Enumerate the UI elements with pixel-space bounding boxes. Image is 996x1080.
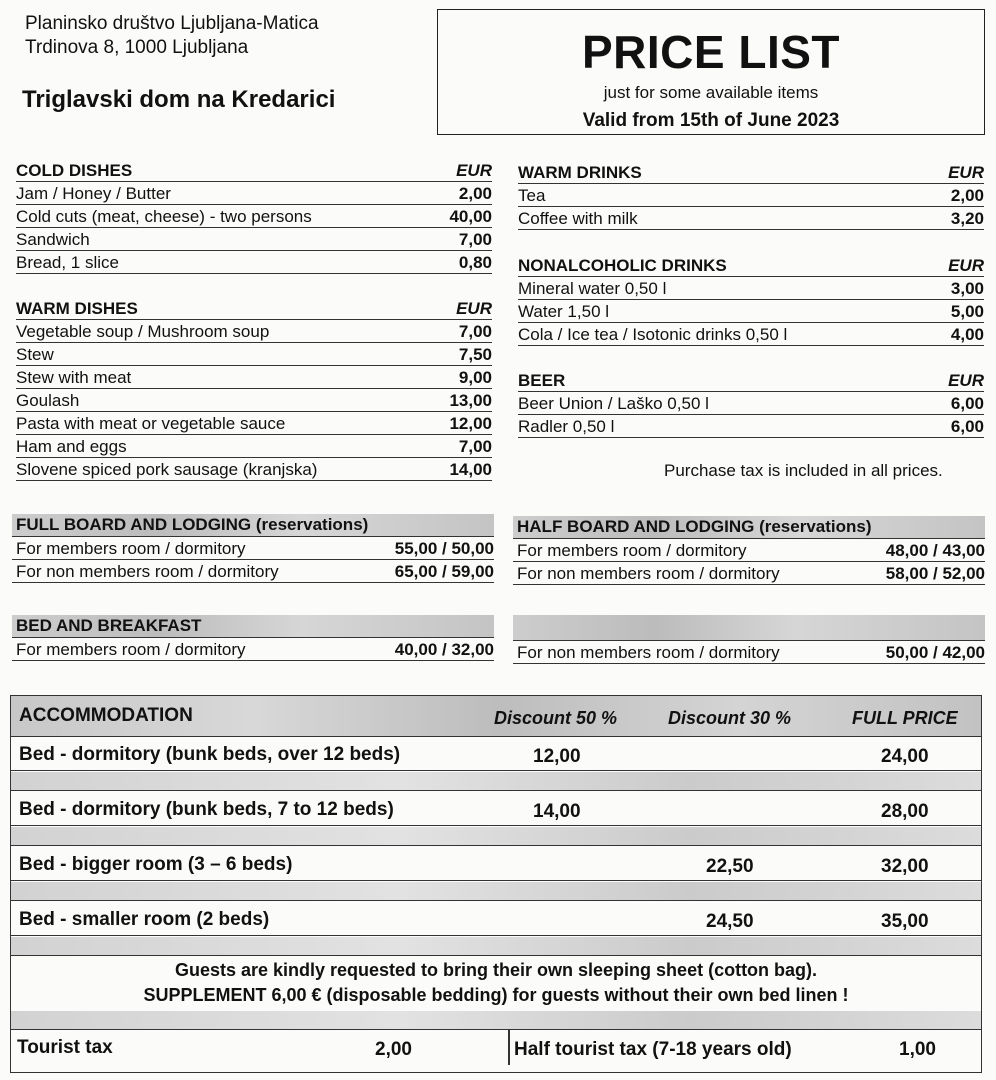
item-name: Stew: [16, 345, 54, 364]
row-divider: [11, 1011, 981, 1030]
menu-item: [16, 182, 492, 205]
menu-item: [518, 300, 984, 323]
board-row: [12, 638, 494, 661]
board-label: For non members room / dormitory: [16, 562, 279, 581]
tourist-tax-value: 2,00: [375, 1039, 412, 1060]
section-title: BED AND BREAKFAST: [12, 615, 494, 638]
row-label: Bed - smaller room (2 beds): [19, 909, 270, 930]
table-header: [11, 696, 981, 737]
item-price: 3,20: [950, 209, 984, 228]
page-title: PRICE LIST: [581, 26, 841, 78]
title-box: [437, 9, 985, 135]
menu-item: [16, 435, 492, 458]
item-price: 7,50: [458, 345, 492, 364]
org-address: Trdinova 8, 1000 Ljubljana: [25, 37, 249, 58]
tourist-tax-label: Tourist tax: [17, 1037, 113, 1058]
row-divider: [11, 882, 981, 901]
row-d30: 24,50: [706, 911, 754, 932]
row-divider: [11, 772, 981, 791]
board-price: 65,00 / 59,00: [394, 562, 494, 581]
menu-item: [518, 184, 984, 207]
item-name: Jam / Honey / Butter: [16, 184, 171, 203]
item-name: Stew with meat: [16, 368, 132, 387]
bedding-note: Guests are kindly requested to bring their own sleeping sheet (cotton bag).: [174, 960, 818, 980]
menu-item: [16, 228, 492, 251]
currency-label: EUR: [948, 371, 984, 390]
currency-label: EUR: [948, 163, 984, 182]
section-header: [518, 369, 984, 392]
item-name: Bread, 1 slice: [16, 253, 119, 272]
row-label: Bed - bigger room (3 – 6 beds): [19, 854, 293, 875]
currency-label: EUR: [456, 161, 492, 180]
board-price: 55,00 / 50,00: [394, 539, 494, 558]
accommodation-table: [10, 695, 982, 1073]
table-row: [11, 901, 981, 936]
board-label: For members room / dormitory: [16, 539, 246, 558]
menu-item: [16, 412, 492, 435]
row-full: 32,00: [881, 856, 929, 877]
table-row: [11, 846, 981, 881]
menu-item: [518, 323, 984, 346]
beer-section: [518, 369, 984, 438]
menu-item: [16, 251, 492, 274]
menu-item: [518, 207, 984, 230]
section-title: WARM DRINKS: [518, 163, 642, 182]
menu-item: [518, 392, 984, 415]
table-row: [11, 791, 981, 826]
menu-item: [518, 277, 984, 300]
item-price: 2,00: [458, 184, 492, 203]
item-price: 2,00: [950, 186, 984, 205]
item-price: 9,00: [458, 368, 492, 387]
row-d50: 12,00: [533, 746, 581, 767]
section-title: FULL BOARD AND LODGING (reservations): [12, 514, 494, 537]
item-price: 6,00: [950, 417, 984, 436]
menu-item: [16, 458, 492, 481]
menu-item: [16, 205, 492, 228]
valid-date: Valid from 15th of June 2023: [582, 110, 840, 131]
item-price: 4,00: [950, 325, 984, 344]
half-board-section: [513, 516, 985, 585]
hut-name: Triglavski dom na Kredarici: [22, 86, 336, 113]
board-row: [12, 537, 494, 560]
item-name: Cold cuts (meat, cheese) - two persons: [16, 207, 312, 226]
warm-drinks-section: [518, 161, 984, 230]
item-price: 3,00: [950, 279, 984, 298]
item-name: Sandwich: [16, 230, 90, 249]
row-d50: 14,00: [533, 801, 581, 822]
section-title: HALF BOARD AND LODGING (reservations): [513, 516, 985, 539]
item-name: Pasta with meat or vegetable sauce: [16, 414, 286, 433]
half-tax-value: 1,00: [899, 1039, 936, 1060]
menu-item: [16, 366, 492, 389]
board-label: For members room / dormitory: [517, 541, 747, 560]
item-name: Water 1,50 l: [518, 302, 610, 321]
row-divider: [11, 827, 981, 846]
menu-item: [16, 343, 492, 366]
menu-item: [518, 415, 984, 438]
board-price: 58,00 / 52,00: [885, 564, 985, 583]
item-name: Ham and eggs: [16, 437, 127, 456]
row-label: Bed - dormitory (bunk beds, over 12 beds): [19, 744, 401, 765]
section-header: [16, 297, 492, 320]
table-title: ACCOMMODATION: [19, 705, 193, 726]
item-price: 12,00: [449, 414, 492, 433]
row-full: 28,00: [881, 801, 929, 822]
item-price: 5,00: [950, 302, 984, 321]
section-header: [518, 254, 984, 277]
item-price: 40,00: [449, 207, 492, 226]
board-label: For members room / dormitory: [16, 640, 246, 659]
item-price: 7,00: [458, 230, 492, 249]
board-price: 40,00 / 32,00: [394, 640, 494, 659]
item-name: Slovene spiced pork sausage (kranjska): [16, 460, 318, 479]
section-title: NONALCOHOLIC DRINKS: [518, 256, 727, 275]
col-discount-30: Discount 30 %: [668, 708, 792, 728]
row-full: 24,00: [881, 746, 929, 767]
row-divider: [11, 937, 981, 956]
section-header: [518, 161, 984, 184]
item-price: 0,80: [458, 253, 492, 272]
item-price: 7,00: [458, 322, 492, 341]
section-title: BEER: [518, 371, 566, 390]
item-price: 13,00: [449, 391, 492, 410]
board-label: For non members room / dormitory: [517, 643, 780, 662]
row-d30: 22,50: [706, 856, 754, 877]
item-price: 14,00: [449, 460, 492, 479]
supplement-note: SUPPLEMENT 6,00 € (disposable bedding) for guests without their own bed linen !: [143, 985, 849, 1005]
bed-breakfast-nonmembers: [513, 615, 985, 664]
table-row: [11, 736, 981, 771]
row-label: Bed - dormitory (bunk beds, 7 to 12 beds): [19, 799, 394, 820]
menu-item: [16, 389, 492, 412]
board-row: [513, 562, 985, 585]
cold-dishes-section: [16, 159, 492, 274]
section-title: WARM DISHES: [16, 299, 138, 318]
board-price: 48,00 / 43,00: [885, 541, 985, 560]
item-price: 7,00: [458, 437, 492, 456]
currency-label: EUR: [456, 299, 492, 318]
bed-breakfast-section: [12, 615, 494, 661]
item-name: Beer Union / Laško 0,50 l: [518, 394, 709, 413]
item-price: 6,00: [950, 394, 984, 413]
full-board-section: [12, 514, 494, 583]
row-full: 35,00: [881, 911, 929, 932]
board-row: [513, 539, 985, 562]
item-name: Vegetable soup / Mushroom soup: [16, 322, 270, 341]
org-name: Planinsko društvo Ljubljana-Matica: [25, 13, 319, 34]
column-divider: [508, 1029, 510, 1065]
section-title: COLD DISHES: [16, 161, 133, 180]
item-name: Radler 0,50 l: [518, 417, 615, 436]
tax-note: Purchase tax is included in all prices.: [664, 461, 943, 480]
warm-dishes-section: [16, 297, 492, 481]
item-name: Goulash: [16, 391, 80, 410]
board-label: For non members room / dormitory: [517, 564, 780, 583]
currency-label: EUR: [948, 256, 984, 275]
item-name: Cola / Ice tea / Isotonic drinks 0,50 l: [518, 325, 788, 344]
board-row: [12, 560, 494, 583]
half-tax-label: Half tourist tax (7-18 years old): [514, 1039, 792, 1060]
item-name: Mineral water 0,50 l: [518, 279, 667, 298]
section-header: [16, 159, 492, 182]
title-subtitle: just for some available items: [603, 83, 819, 102]
item-name: Coffee with milk: [518, 209, 638, 228]
board-row: [513, 641, 985, 664]
section-header-blank: [513, 615, 985, 641]
tourist-tax-row: [11, 1029, 981, 1066]
col-discount-50: Discount 50 %: [494, 708, 618, 728]
item-name: Tea: [518, 186, 546, 205]
nonalcoholic-drinks-section: [518, 254, 984, 346]
menu-item: [16, 320, 492, 343]
col-full-price: FULL PRICE: [852, 708, 958, 728]
board-price: 50,00 / 42,00: [885, 643, 985, 662]
